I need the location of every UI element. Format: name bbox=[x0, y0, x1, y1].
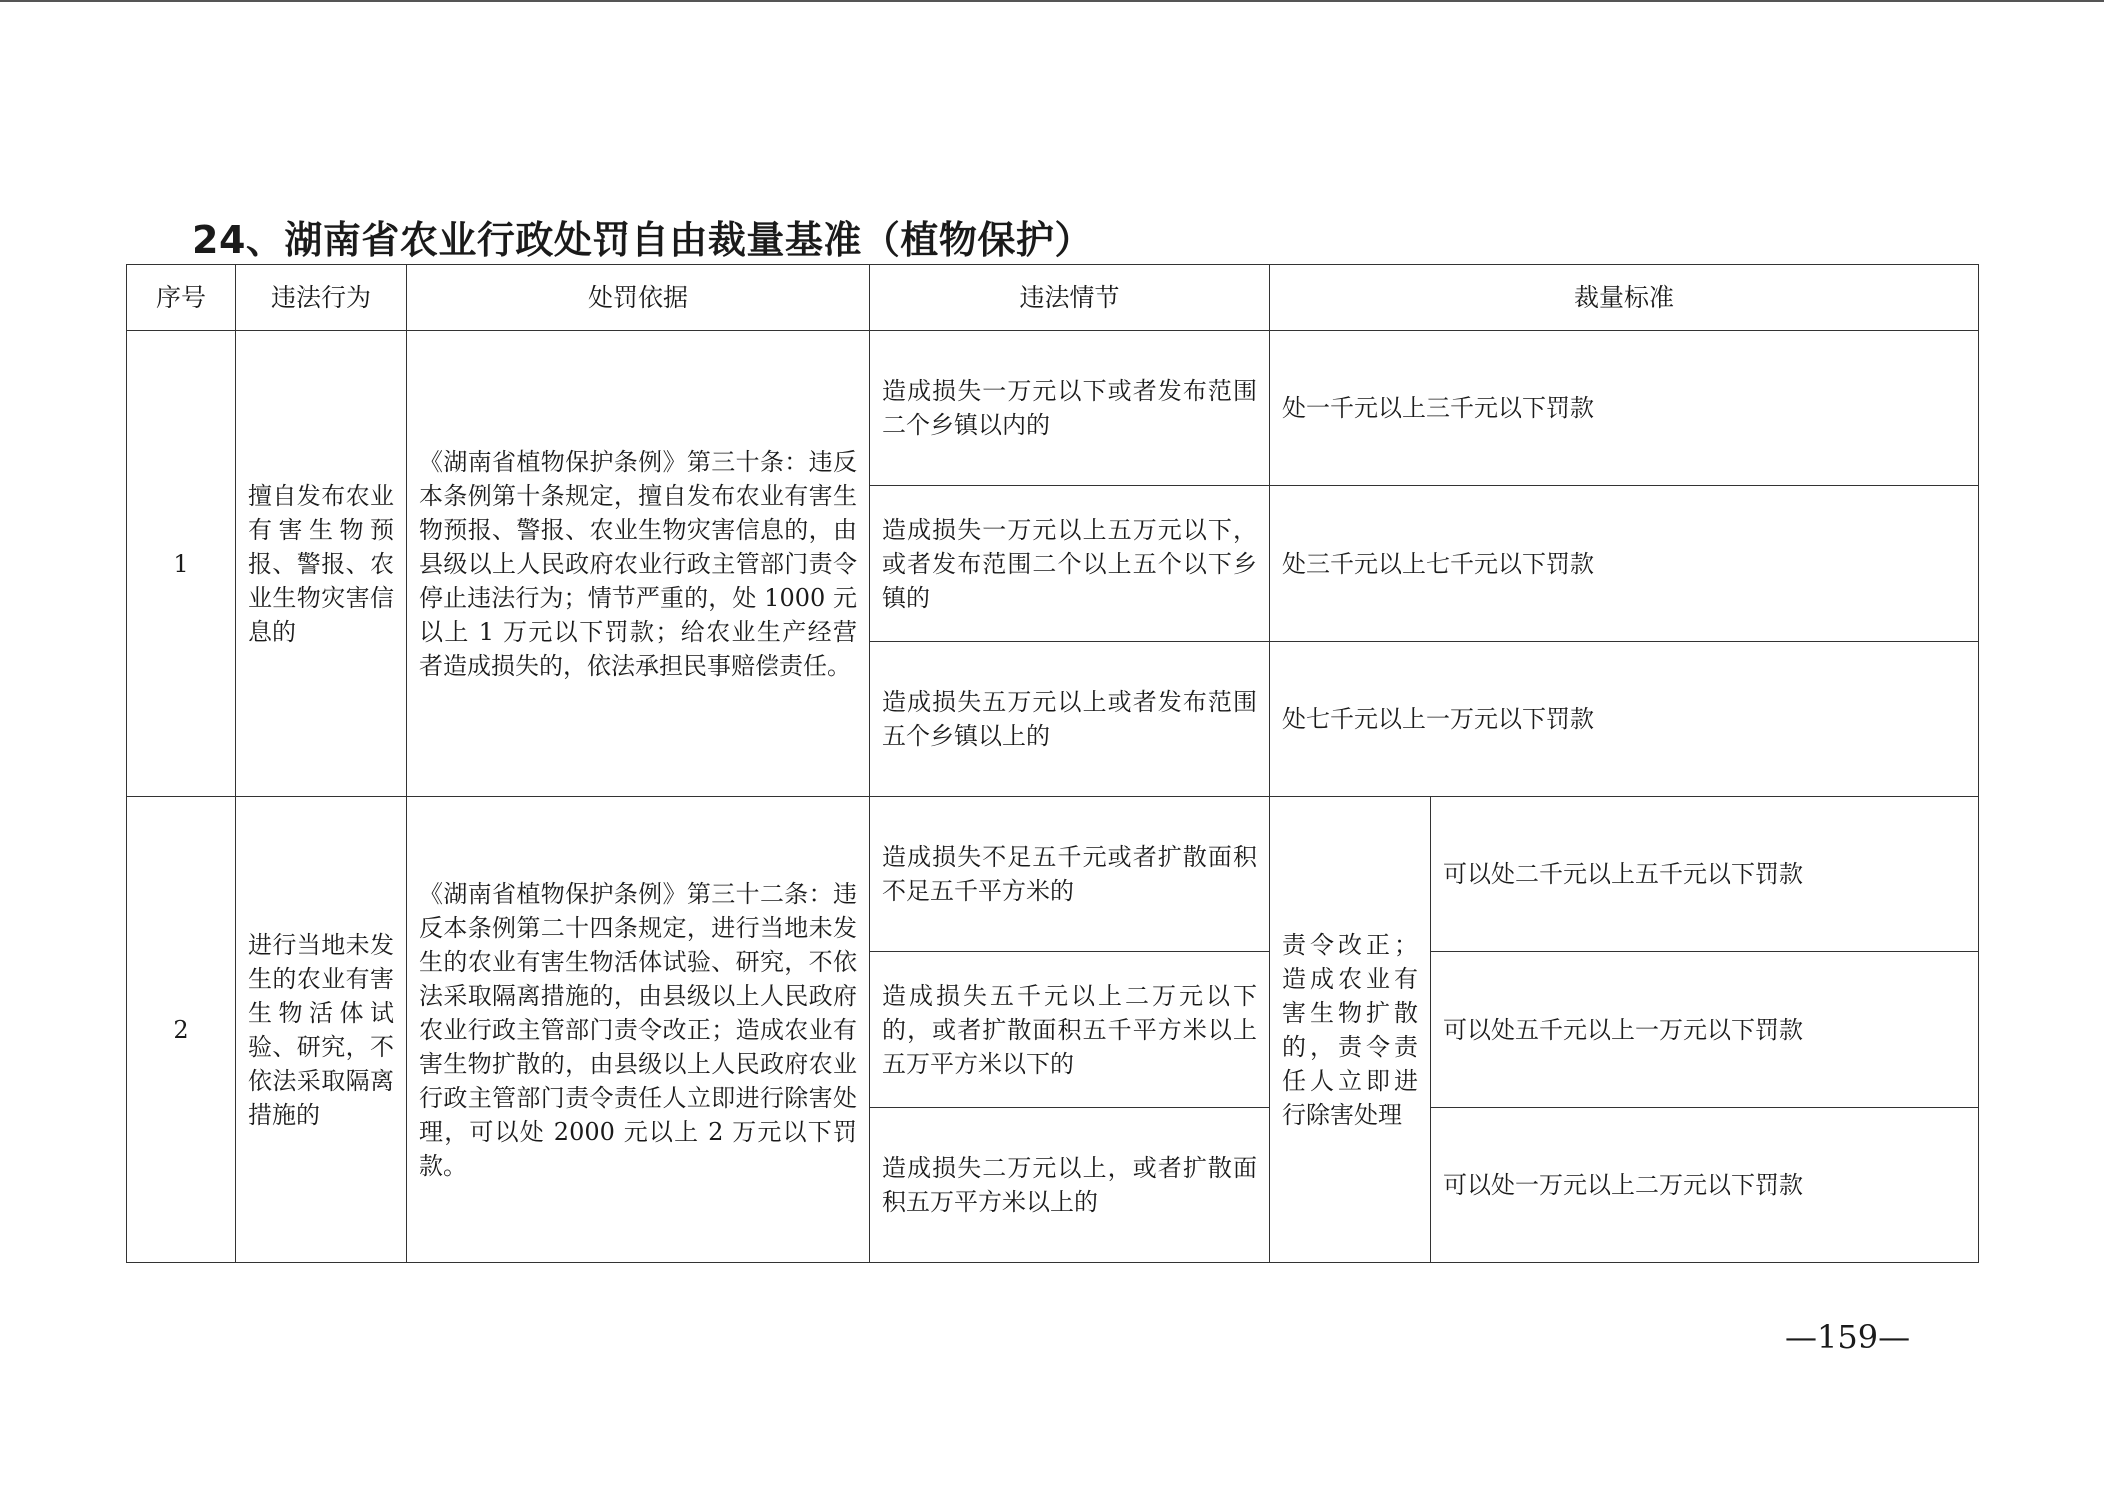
header-seq: 序号 bbox=[127, 265, 236, 331]
row2-circumstance-1: 造成损失不足五千元或者扩散面积不足五千平方米的 bbox=[870, 797, 1270, 952]
row1-seq: 1 bbox=[127, 331, 236, 797]
row2-circumstance-3: 造成损失二万元以上，或者扩散面积五万平方米以上的 bbox=[870, 1108, 1270, 1263]
row2-circumstance-2: 造成损失五千元以上二万元以下的，或者扩散面积五千平方米以上五万平方米以下的 bbox=[870, 952, 1270, 1108]
row2-behavior: 进行当地未发生的农业有害生物活体试验、研究，不依法采取隔离措施的 bbox=[236, 797, 407, 1263]
row1-standard-2: 处三千元以上七千元以下罚款 bbox=[1270, 486, 1979, 642]
table-row bbox=[127, 331, 1979, 486]
row2-common-measure: 责令改正；造成农业有害生物扩散的，责令责任人立即进行除害处理 bbox=[1270, 797, 1431, 1263]
header-behavior: 违法行为 bbox=[236, 265, 407, 331]
top-border-line bbox=[0, 0, 2104, 2]
header-basis: 处罚依据 bbox=[407, 265, 870, 331]
row2-standard-3: 可以处一万元以上二万元以下罚款 bbox=[1431, 1108, 1979, 1263]
row1-standard-1: 处一千元以上三千元以下罚款 bbox=[1270, 331, 1979, 486]
row2-standard-1: 可以处二千元以上五千元以下罚款 bbox=[1431, 797, 1979, 952]
row2-seq: 2 bbox=[127, 797, 236, 1263]
page-number: —159— bbox=[1785, 1318, 1911, 1356]
table-row bbox=[127, 797, 1979, 952]
page-title: 24、湖南省农业行政处罚自由裁量基准（植物保护） bbox=[192, 218, 1093, 262]
row1-circumstance-3: 造成损失五万元以上或者发布范围五个乡镇以上的 bbox=[870, 642, 1270, 797]
row1-standard-3: 处七千元以上一万元以下罚款 bbox=[1270, 642, 1979, 797]
header-standard: 裁量标准 bbox=[1270, 265, 1979, 331]
row1-behavior: 擅自发布农业有害生物预报、警报、农业生物灾害信息的 bbox=[236, 331, 407, 797]
row1-basis: 《湖南省植物保护条例》第三十条：违反本条例第十条规定，擅自发布农业有害生物预报、警报、农业生物灾害信息的，由县级以上人民政府农业行政主管部门责令停止违法行为；情节严重的，处 1000 元以上 1 万元以下罚款；给农业生产经营者造成损失的，依法承担民事赔偿责任。 bbox=[407, 331, 870, 797]
row2-standard-2: 可以处五千元以上一万元以下罚款 bbox=[1431, 952, 1979, 1108]
penalty-standard-table bbox=[126, 264, 1979, 1263]
row2-basis: 《湖南省植物保护条例》第三十二条：违反本条例第二十四条规定，进行当地未发生的农业有害生物活体试验、研究，不依法采取隔离措施的，由县级以上人民政府农业行政主管部门责令改正；造成农业有害生物扩散的，由县级以上人民政府农业行政主管部门责令责任人立即进行除害处理，可以处 2000 元以上 2 万元以下罚款。 bbox=[407, 797, 870, 1263]
table-header-row bbox=[127, 265, 1979, 331]
row1-circumstance-1: 造成损失一万元以下或者发布范围二个乡镇以内的 bbox=[870, 331, 1270, 486]
header-circumstance: 违法情节 bbox=[870, 265, 1270, 331]
row1-circumstance-2: 造成损失一万元以上五万元以下，或者发布范围二个以上五个以下乡镇的 bbox=[870, 486, 1270, 642]
